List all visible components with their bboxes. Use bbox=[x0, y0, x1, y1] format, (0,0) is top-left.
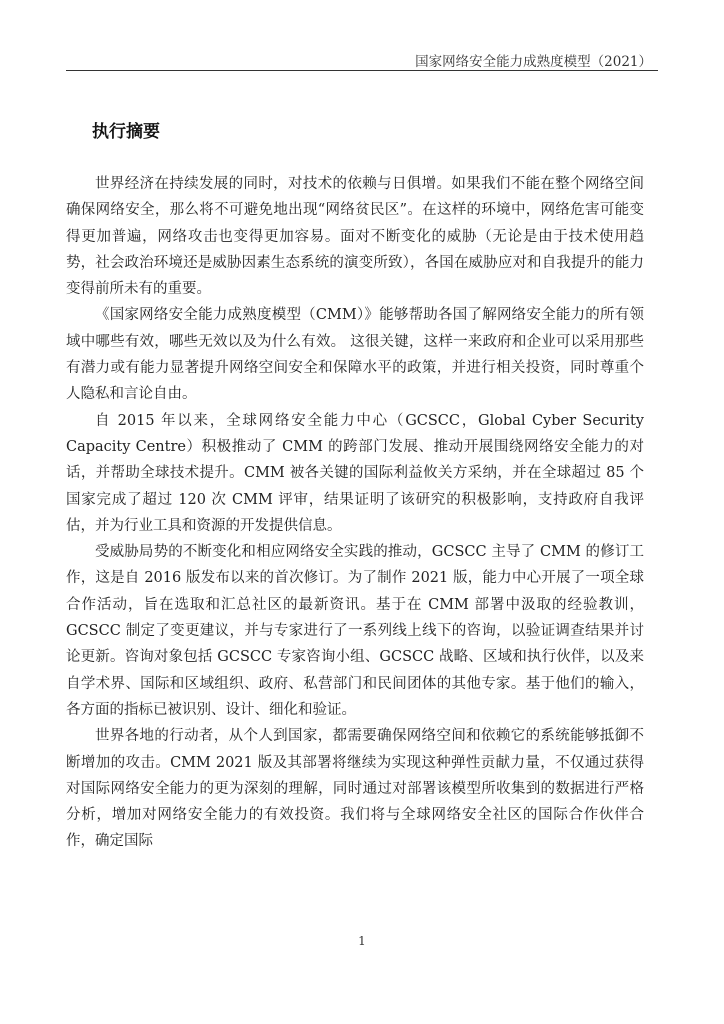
page-number: 1 bbox=[358, 934, 366, 948]
paragraph-1: 世界经济在持续发展的同时，对技术的依赖与日俱增。如果我们不能在整个网络空间确保网络安全，那么将不可避免地出现“网络贫民区”。在这样的环境中，网络危害可能变得更加普遍，网络攻击也变得更加容易。面对不断变化的威胁（无论是由于技术使用趋势，社会政治环境还是威胁因素生态系统的演变所致），各国在威胁应对和自我提升的能力变得前所未有的重要。 bbox=[66, 176, 644, 298]
paragraph-3: 自 2015 年以来，全球网络安全能力中心（GCSCC，Global Cyber Security Capacity Centre）积极推动了 CMM 的跨部门发展、推动开展围绕网络安全能力的对话，并帮助全球技术提升。CMM 被各关键的国际利益攸关方采纳，并在全球超过 85 个国家完成了超过 120 次 CMM 评审，结果证明了该研究的积极影响，支持政府自我评估，并为行业工具和资源的开发提供信息。 bbox=[66, 412, 644, 534]
section-title: 执行摘要 bbox=[92, 122, 160, 142]
paragraph-4: 受威胁局势的不断变化和相应网络安全实践的推动，GCSCC 主导了 CMM 的修订工作，这是自 2016 版发布以来的首次修订。为了制作 2021 版，能力中心开展了一项全球合作活动，旨在选取和汇总社区的最新资讯。基于在 CMM 部署中汲取的经验教训，GCSCC 制定了变更建议，并与专家进行了一系列线上线下的咨询，以验证调查结果并讨论更新。咨询对象包括 GCSCC 专家咨询小组、GCSCC 战略、区域和执行伙伴，以及来自学术界、国际和区域组织、政府、私营部门和民间团体的其他专家。基于他们的输入，各方面的指标已被识别、设计、细化和验证。 bbox=[66, 544, 644, 718]
paragraph-2: 《国家网络安全能力成熟度模型（CMM）》能够帮助各国了解网络安全能力的所有领域中哪些有效，哪些无效以及为什么有效。 这很关键，这样一来政府和企业可以采用那些有潜力或有能力显著提升网络空间安全和保障水平的政策，并进行相关投资，同时尊重个人隐私和言论自由。 bbox=[66, 307, 644, 403]
body-text bbox=[66, 171, 644, 855]
paragraph-5: 世界各地的行动者，从个人到国家，都需要确保网络空间和依赖它的系统能够抵御不断增加的攻击。CMM 2021 版及其部署将继续为实现这种弹性贡献力量，不仅通过获得对国际网络安全能力的更为深刻的理解，同时通过对部署该模型所收集到的数据进行严格分析，增加对网络安全能力的有效投资。我们将与全球网络安全社区的国际合作伙伴合作，确定国际 bbox=[66, 728, 644, 850]
running-header bbox=[66, 48, 658, 71]
header-title: 国家网络安全能力成熟度模型（2021） bbox=[415, 54, 652, 70]
